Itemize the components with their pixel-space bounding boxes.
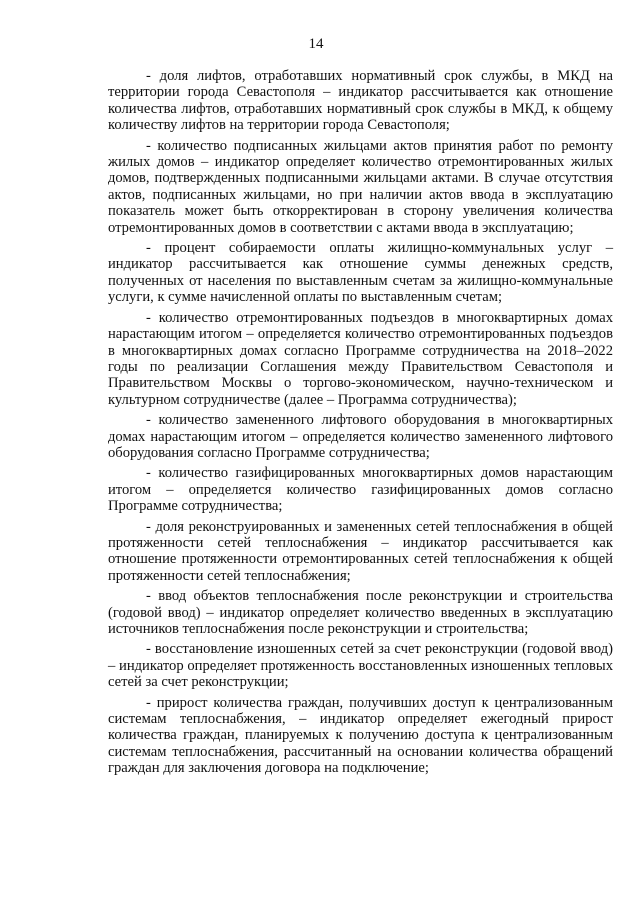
paragraph-worn-networks-restoration: - восстановление изношенных сетей за счет реконструкции (годовой ввод) – индикатор определяет протяженность восстановленных изношенных тепловых сетей за счет реконструкции;	[108, 641, 613, 691]
paragraph-elevator-share: - доля лифтов, отработавших нормативный срок службы, в МКД на территории города Севастополя – индикатор рассчитывается как отношение количества лифтов, отработавших нормативный срок службы в МКД, к общему количеству лифтов на территории города Севастополя;	[108, 68, 613, 134]
paragraph-repaired-entrances: - количество отремонтированных подъездов в многоквартирных домах нарастающим итогом – определяется количество отремонтированных подъездов в многоквартирных домах согласно Программе сотрудничества на 2018–2022 годы по реализации Соглашения между Правительством Севастополя и Правительством Москвы о торгово-экономическом, научно-техническом и культурном сотрудничестве (далее – Программа сотрудничества);	[108, 309, 613, 408]
paragraph-gasified-houses: - количество газифицированных многоквартирных домов нарастающим итогом – определяется количество газифицированных домов согласно Программе сотрудничества;	[108, 465, 613, 515]
paragraph-heating-objects-commissioning: - ввод объектов теплоснабжения после реконструкции и строительства (годовой ввод) – индикатор определяет количество введенных в эксплуатацию источников теплоснабжения после реконструкции и строительства;	[108, 588, 613, 637]
paragraph-replaced-elevators: - количество замененного лифтового оборудования в многоквартирных домах нарастающим итогом – определяется количество замененного лифтового оборудования согласно Программе сотрудничества;	[108, 412, 613, 461]
document-body	[108, 68, 613, 781]
paragraph-payment-collection: - процент собираемости оплаты жилищно-коммунальных услуг – индикатор рассчитывается как отношение суммы денежных средств, полученных от населения по выставленным счетам за жилищно-коммунальные услуги, к сумме начисленной оплаты по выставленным счетам;	[108, 240, 613, 306]
paragraph-heating-networks-share: - доля реконструированных и замененных сетей теплоснабжения в общей протяженности сетей теплоснабжения – индикатор рассчитывается как отношение протяженности отремонтированных сетей теплоснабжения к общей протяженности сетей теплоснабжения;	[108, 518, 613, 584]
paragraph-citizens-heating-access: - прирост количества граждан, получивших доступ к централизованным системам теплоснабжения, – индикатор определяет ежегодный прирост количества граждан, планируемых к получению доступа к централизованным системам теплоснабжения, рассчитанный на основании количества обращений граждан для заключения договора на подключение;	[108, 694, 613, 777]
paragraph-signed-acts: - количество подписанных жильцами актов принятия работ по ремонту жилых домов – индикатор определяет количество отремонтированных жилых домов, подтвержденных подписанными жильцами актами. В случае отсутствия актов, подписанных жильцами, но при наличии актов ввода в эксплуатацию показатель может быть откорректирован в сторону увеличения количества отремонтированных домов в соответствии с актами ввода в эксплуатацию;	[108, 137, 613, 236]
page-number: 14	[308, 36, 324, 52]
